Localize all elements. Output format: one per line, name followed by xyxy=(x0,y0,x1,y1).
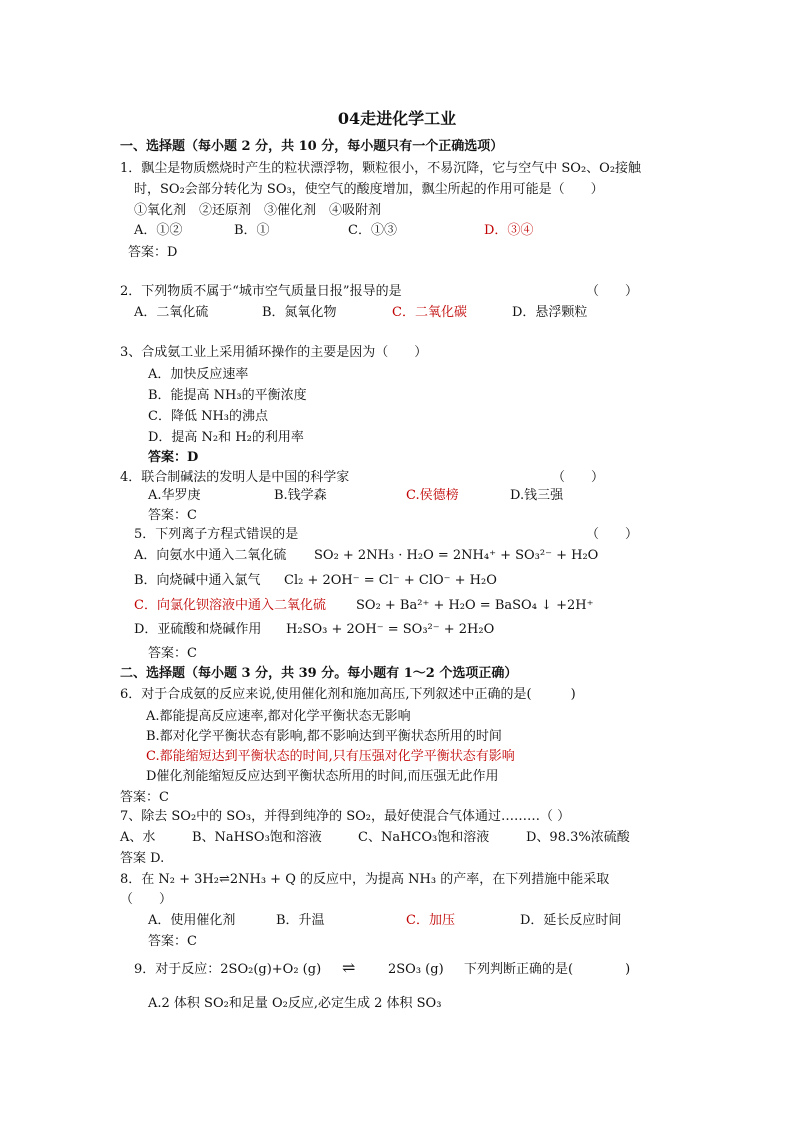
equilibrium-arrow-icon: ⇌ xyxy=(342,958,356,977)
q9-stem-left: 9．对于反应：2SO₂(g)+O₂ (g) xyxy=(134,962,322,977)
q5-option-a: A．向氨水中通入二氧化硫 xyxy=(134,548,287,563)
q6-option-a: A.都能提高反应速率,都对化学平衡状态无影响 xyxy=(146,709,411,724)
q5-paren: （ ） xyxy=(586,527,639,542)
q1-option-b: B．① xyxy=(234,223,270,238)
q2-paren: （ ） xyxy=(586,284,639,299)
q1-answer: 答案：D xyxy=(128,245,178,260)
q5-equation-a: SO₂ + 2NH₃ · H₂O = 2NH₄⁺ + SO₃²⁻ + H₂O xyxy=(314,548,599,563)
q5-equation-b: Cl₂ + 2OH⁻ = Cl⁻ + ClO⁻ + H₂O xyxy=(284,573,497,588)
q6-answer: 答案：C xyxy=(120,790,169,805)
q7-stem: 7、除去 SO₂中的 SO₃，并得到纯净的 SO₂，最好使混合气体通过………（ ） xyxy=(120,809,571,824)
q8-answer: 答案：C xyxy=(148,934,197,949)
q8-option-a: A．使用催化剂 xyxy=(148,913,236,928)
q5-option-b: B．向烧碱中通入氯气 xyxy=(134,573,261,588)
q5-answer: 答案：C xyxy=(148,646,197,661)
q1-roles: ①氧化剂 ②还原剂 ③催化剂 ④吸附剂 xyxy=(134,203,382,218)
section2-heading: 二、选择题（每小题 3 分，共 39 分。每小题有 1～2 个选项正确） xyxy=(120,666,518,681)
section1-heading: 一、选择题（每小题 2 分，共 10 分，每小题只有一个正确选项） xyxy=(120,139,504,154)
q1-stem-line2: 时，SO₂会部分转化为 SO₃，使空气的酸度增加，飘尘所起的作用可能是（ ） xyxy=(134,182,604,197)
q4-option-b: B.钱学森 xyxy=(274,488,327,503)
q5-option-d: D．亚硫酸和烧碱作用 xyxy=(134,622,262,637)
q8-option-c: C．加压 xyxy=(406,913,455,928)
q3-option-a: A．加快反应速率 xyxy=(148,367,249,382)
q8-option-b: B．升温 xyxy=(276,913,325,928)
q6-option-c: C.都能缩短达到平衡状态的时间,只有压强对化学平衡状态有影响 xyxy=(146,749,515,764)
q8-stem: 8．在 N₂ + 3H₂⇌2NH₃ + Q 的反应中，为提高 NH₃ 的产率，在下列措施中能采取 xyxy=(120,872,610,887)
q7-option-b: B、NaHSO₃饱和溶液 xyxy=(192,830,322,845)
q7-option-d: D、98.3%浓硫酸 xyxy=(526,830,630,845)
q2-option-d: D．悬浮颗粒 xyxy=(512,305,588,320)
q8-paren: （ ） xyxy=(120,892,173,907)
q4-paren: （ ） xyxy=(552,470,605,485)
q6-stem: 6．对于合成氨的反应来说,使用催化剂和施加高压,下列叙述中正确的是( ) xyxy=(120,687,576,702)
q2-stem: 2．下列物质不属于“城市空气质量日报”报导的是 xyxy=(120,284,402,299)
q4-option-a: A.华罗庚 xyxy=(148,488,201,503)
q2-option-a: A．二氧化硫 xyxy=(134,305,209,320)
q3-answer: 答案：D xyxy=(148,450,199,465)
q4-option-c: C.侯德榜 xyxy=(406,488,459,503)
q7-option-c: C、NaHCO₃饱和溶液 xyxy=(358,830,490,845)
page-title: 04走进化学工业 xyxy=(337,109,457,128)
q3-stem: 3、合成氨工业上采用循环操作的主要是因为（ ） xyxy=(120,345,428,360)
q1-option-d: D．③④ xyxy=(484,223,534,238)
q3-option-d: D．提高 N₂和 H₂的利用率 xyxy=(148,430,304,445)
q9-option-a: A.2 体积 SO₂和足量 O₂反应,必定生成 2 体积 SO₃ xyxy=(148,996,442,1011)
q7-answer: 答案 D. xyxy=(120,851,165,866)
q4-stem: 4．联合制碱法的发明人是中国的科学家 xyxy=(120,470,350,485)
q6-option-b: B.都对化学平衡状态有影响,都不影响达到平衡状态所用的时间 xyxy=(146,729,502,744)
q9-stem-right: 下列判断正确的是( ) xyxy=(464,962,631,977)
q9-stem-middle: 2SO₃ (g) xyxy=(388,962,444,977)
q2-option-c: C．二氧化碳 xyxy=(392,305,467,320)
q1-option-a: A．①② xyxy=(134,223,183,238)
q6-option-d: D催化剂能缩短反应达到平衡状态所用的时间,而压强无此作用 xyxy=(146,769,499,784)
q8-option-d: D．延长反应时间 xyxy=(520,913,622,928)
q5-stem: 5．下列离子方程式错误的是 xyxy=(134,527,299,542)
q3-option-b: B．能提高 NH₃的平衡浓度 xyxy=(148,388,307,403)
q5-option-c: C．向氯化钡溶液中通入二氧化硫 xyxy=(134,598,326,613)
q7-option-a: A、水 xyxy=(120,830,156,845)
q5-equation-c: SO₂ + Ba²⁺ + H₂O = BaSO₄ ↓ +2H⁺ xyxy=(356,598,594,613)
q2-option-b: B．氮氧化物 xyxy=(262,305,337,320)
q3-option-c: C．降低 NH₃的沸点 xyxy=(148,409,269,424)
q1-option-c: C．①③ xyxy=(348,223,397,238)
q5-equation-d: H₂SO₃ + 2OH⁻ = SO₃²⁻ + 2H₂O xyxy=(286,622,495,637)
q4-option-d: D.钱三强 xyxy=(510,488,564,503)
q1-stem-line1: 1．飘尘是物质燃烧时产生的粒状漂浮物，颗粒很小，不易沉降，它与空气中 SO₂、O₂接触 xyxy=(120,161,642,176)
q4-answer: 答案：C xyxy=(148,508,197,523)
